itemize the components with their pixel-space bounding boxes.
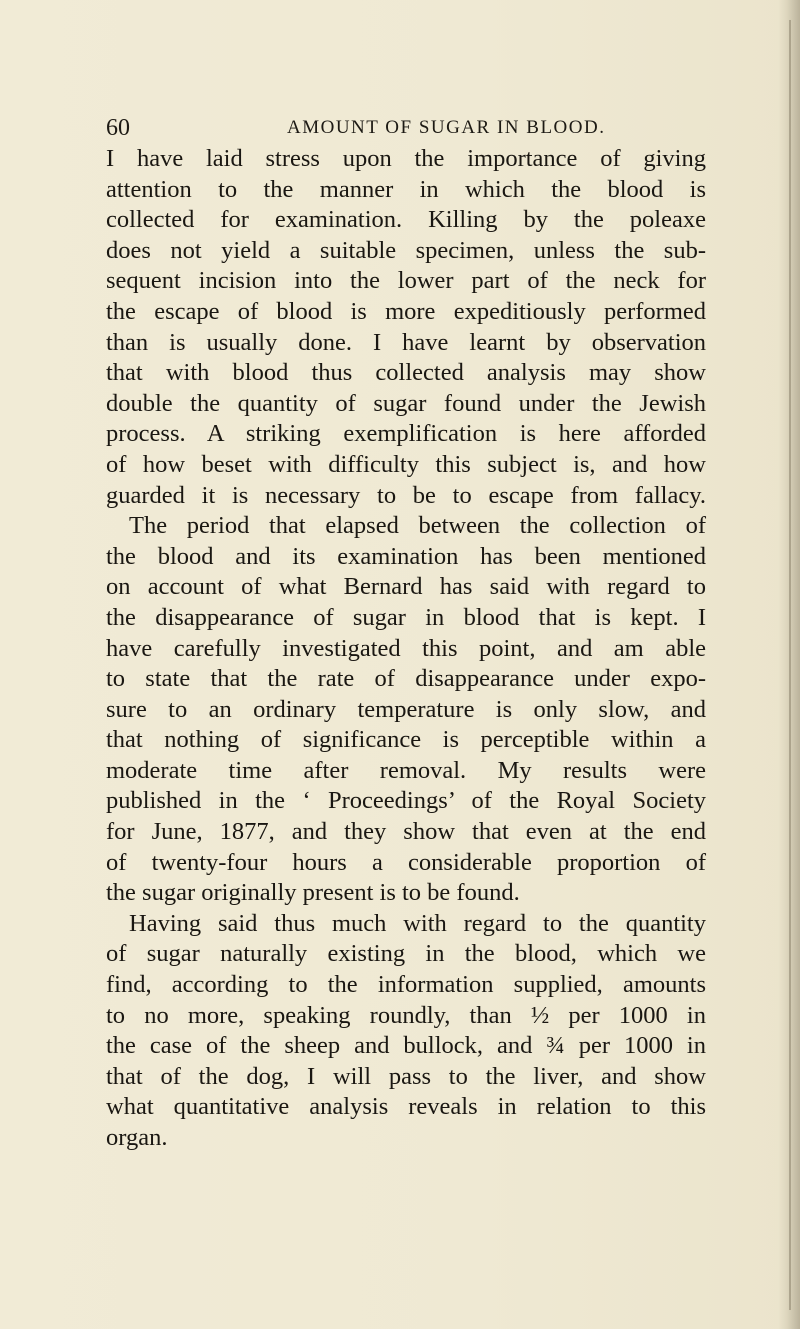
text-line: does not yield a suitable specimen, unless the sub-	[106, 236, 706, 264]
text-line: collected for examination. Killing by the poleaxe	[106, 206, 706, 234]
text-line: guarded it is necessary to be to escape from fallacy.	[106, 481, 706, 509]
text-line: sequent incision into the lower part of the neck for	[106, 267, 706, 295]
text-line: the disappearance of sugar in blood that is kept. I	[106, 603, 706, 631]
text-line: the sugar originally present is to be found.	[106, 879, 520, 907]
text-line: The period that elapsed between the collection of	[129, 512, 706, 540]
text-line: find, according to the information supplied, amounts	[106, 971, 706, 999]
page-edge-line	[789, 20, 791, 1310]
running-title: AMOUNT OF SUGAR IN BLOOD.	[287, 117, 606, 138]
text-line: to state that the rate of disappearance under expo-	[106, 665, 706, 693]
text-line: have carefully investigated this point, and am able	[106, 634, 706, 662]
text-line: the blood and its examination has been mentioned	[106, 542, 706, 570]
text-line: what quantitative analysis reveals in relation to this	[106, 1093, 706, 1121]
text-line: that nothing of significance is perceptible within a	[106, 726, 706, 754]
text-line: for June, 1877, and they show that even at the end	[106, 818, 706, 846]
text-line: that with blood thus collected analysis may show	[106, 359, 706, 387]
text-line: of sugar naturally existing in the blood, which we	[106, 940, 706, 968]
text-line: that of the dog, I will pass to the liver, and show	[106, 1062, 706, 1090]
text-line: published in the ‘ Proceedings’ of the Royal Society	[106, 787, 706, 815]
text-line: moderate time after removal. My results were	[106, 756, 706, 784]
text-line: double the quantity of sugar found under the Jewish	[106, 389, 706, 417]
text-line: attention to the manner in which the blood is	[106, 175, 706, 203]
text-line: of how beset with difficulty this subject is, and how	[106, 450, 706, 478]
text-line: I have laid stress upon the importance of giving	[106, 145, 706, 172]
text-line: to no more, speaking roundly, than ½ per 1000 in	[106, 1001, 706, 1029]
text-line: on account of what Bernard has said with regard to	[106, 573, 706, 601]
text-line: the escape of blood is more expeditiously performed	[106, 297, 706, 325]
text-line: the case of the sheep and bullock, and ¾ per 1000 in	[106, 1032, 706, 1060]
text-line: than is usually done. I have learnt by observation	[106, 328, 706, 356]
text-line: sure to an ordinary temperature is only slow, and	[106, 695, 706, 723]
text-line: organ.	[106, 1124, 168, 1151]
body-text	[106, 144, 706, 1154]
text-line: process. A striking exemplification is here afforded	[106, 420, 706, 448]
running-head	[106, 113, 706, 143]
text-line: of twenty-four hours a considerable proportion of	[106, 848, 706, 876]
text-line: Having said thus much with regard to the quantity	[129, 909, 706, 937]
page-number: 60	[106, 115, 130, 141]
